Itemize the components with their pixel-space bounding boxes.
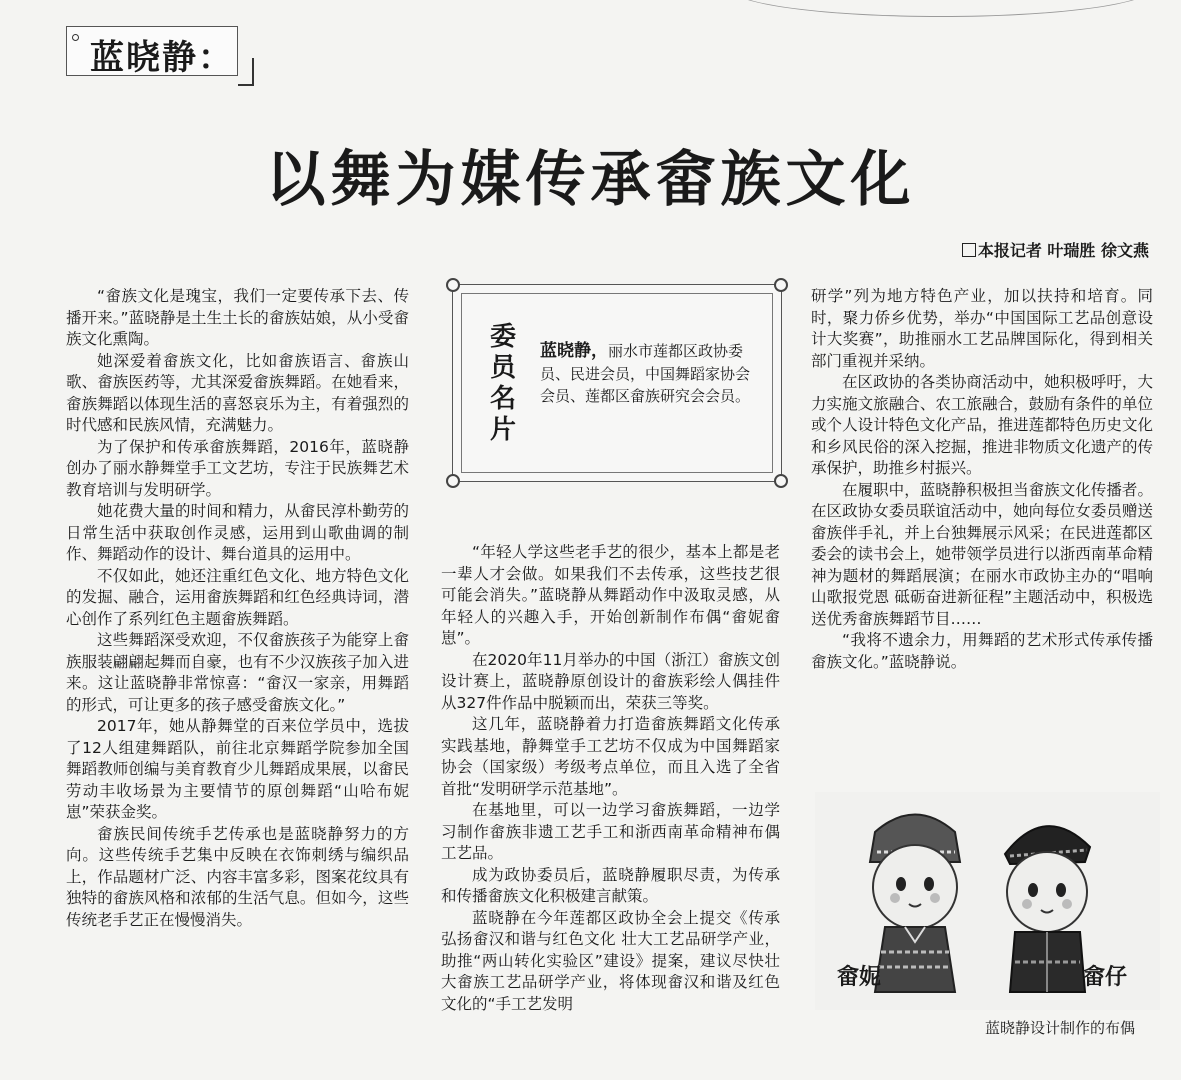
decorative-arc xyxy=(730,0,1152,17)
byline xyxy=(962,238,1149,261)
paragraph: 不仅如此，她还注重红色文化、地方特色文化的发掘、融合，运用畲族舞蹈和红色经典诗词，潜心创作了系列红色主题畲族舞蹈。 xyxy=(66,566,409,628)
paragraph: “年轻人学这些老手艺的很少，基本上都是老一辈人才会做。如果我们不去传承，这些技艺很可能会消失。”蓝晓静从舞蹈动作中汲取灵感，从年轻人的兴趣入手，开始创新制作布偶“畲妮畲崽”。 xyxy=(441,543,780,647)
paragraph: 蓝晓静在今年莲都区政协全会上提交《传承弘扬畲汉和谐与红色文化 壮大工艺品研学产业，助推“两山转化实验区”建设》提案，建议尽快壮大畲族工艺品研学产业，将体现畲汉和谐及红色文化的“手工艺发明 xyxy=(441,908,780,1013)
card-text xyxy=(540,340,762,408)
paragraph: 这几年，蓝晓静着力打造畲族舞蹈文化传承实践基地，静舞堂手工艺坊不仅成为中国舞蹈家协会（国家级）考级考点单位，而且入选了全省首批“发明研学示范基地”。 xyxy=(441,715,780,798)
paragraph: 她深爱着畲族文化，比如畲族语言、畲族山歌、畲族医药等，尤其深爱畲族舞蹈。在她看来，畲族舞蹈以体现生活的喜怒哀乐为主，有着强烈的时代感和民族风情，充满魅力。 xyxy=(66,351,409,434)
card-title xyxy=(490,322,520,446)
article-column-2 xyxy=(441,542,780,1015)
paragraph: 这些舞蹈深受欢迎，不仅畲族孩子为能穿上畲族服装翩翩起舞而自豪，也有不少汉族孩子加入进来。这让蓝晓静非常惊喜：“畲汉一家亲，用舞蹈的形式，可让更多的孩子感受畲族文化。” xyxy=(66,631,409,714)
doll-photo xyxy=(815,792,1160,1010)
corner-bracket xyxy=(238,58,254,86)
paragraph: 在履职中，蓝晓静积极担当畲族文化传播者。在区政协女委员联谊活动中，她向每位女委员赠送畲族伴手礼，并上台独舞展示风采；在民进莲都区委会的读书会上，她带领学员进行以浙西南革命精神为题材的舞蹈展演；在丽水市政协主办的“唱响山歌报党恩 砥砺奋进新征程”主题活动中，积极选送优秀畲族舞蹈节目…… xyxy=(811,480,1153,628)
byline-box-icon xyxy=(962,243,976,257)
card-corner-ornament xyxy=(774,474,788,488)
article-column-3 xyxy=(811,286,1153,673)
byline-text: 本报记者 叶瑞胜 徐文燕 xyxy=(977,241,1149,260)
card-title-char: 片 xyxy=(490,415,517,445)
paragraph: 为了保护和传承畲族舞蹈，2016年，蓝晓静创办了丽水静舞堂手工文艺坊，专注于民族舞艺术教育培训与发明研学。 xyxy=(66,437,409,499)
card-description: 丽水市莲都区政协委员、民进会员，中国舞蹈家协会会员、莲都区畲族研究会会员。 xyxy=(540,342,751,405)
photo-caption: 蓝晓静设计制作的布偶 xyxy=(985,1019,1136,1037)
paragraph: “我将不遗余力，用舞蹈的艺术形式传承传播畲族文化。”蓝晓静说。 xyxy=(811,631,1153,671)
card-title-char: 委 xyxy=(490,322,517,352)
card-corner-ornament xyxy=(446,474,460,488)
kicker-title: 蓝晓静： xyxy=(90,38,234,78)
paragraph: 在区政协的各类协商活动中，她积极呼吁，大力实施文旅融合、农工旅融合，鼓励有条件的单位或个人设计特色文化产品，推进莲都特色历史文化和乡风民俗的深入挖掘，推进非物质文化遗产的传承保护，助推乡村振兴。 xyxy=(811,373,1153,477)
doll-label-right: 畲仔 xyxy=(1083,965,1128,990)
paragraph: 畲族民间传统手艺传承也是蓝晓静努力的方向。这些传统手艺集中反映在衣饰刺绣与编织品上，作品题材广泛、内容丰富多彩，图案花纹具有独特的畲族风格和浓郁的生活气息。但如今，这些传统老手艺正在慢慢消失。 xyxy=(66,824,409,929)
paragraph: 在2020年11月举办的中国（浙江）畲族文创设计赛上，蓝晓静原创设计的畲族彩绘人偶挂件从327件作品中脱颖而出，荣获三等奖。 xyxy=(441,650,780,712)
headline: 以舞为媒传承畲族文化 xyxy=(265,145,916,215)
card-title-char: 名 xyxy=(490,384,517,414)
she-ni-doll xyxy=(870,815,960,993)
paragraph: 研学”列为地方特色产业，加以扶持和培育。同时，聚力侨乡优势，举办“中国国际工艺品创意设计大奖赛”，助推丽水工艺品牌国际化，得到相关部门重视并采纳。 xyxy=(811,287,1153,370)
card-name: 蓝晓静， xyxy=(540,341,608,361)
bullet-icon xyxy=(72,34,79,41)
paragraph: 她花费大量的时间和精力，从畲民淳朴勤劳的日常生活中获取创作灵感，运用到山歌曲调的制作、舞蹈动作的设计、舞台道具的运用中。 xyxy=(66,502,409,563)
doll-label-left: 畲妮 xyxy=(837,965,882,990)
paragraph: 2017年，她从静舞堂的百来位学员中，选拔了12人组建舞蹈队，前往北京舞蹈学院参加全国舞蹈教师创编与美育教育少儿舞蹈成果展，以畲民劳动丰收场景为主要情节的原创舞蹈“山哈布妮崽”荣获金奖。 xyxy=(66,717,409,821)
article-column-1 xyxy=(66,286,409,931)
she-zai-doll xyxy=(1005,826,1090,992)
card-corner-ornament xyxy=(774,278,788,292)
paragraph: 成为政协委员后，蓝晓静履职尽责，为传承和传播畲族文化积极建言献策。 xyxy=(441,865,780,905)
paragraph: 在基地里，可以一边学习畲族舞蹈，一边学习制作畲族非遗工艺手工和浙西南革命精神布偶工艺品。 xyxy=(441,801,780,862)
card-corner-ornament xyxy=(446,278,460,292)
paragraph: “畲族文化是瑰宝，我们一定要传承下去、传播开来。”蓝晓静是土生土长的畲族姑娘，从小受畲族文化熏陶。 xyxy=(66,287,409,348)
card-title-char: 员 xyxy=(490,353,517,383)
